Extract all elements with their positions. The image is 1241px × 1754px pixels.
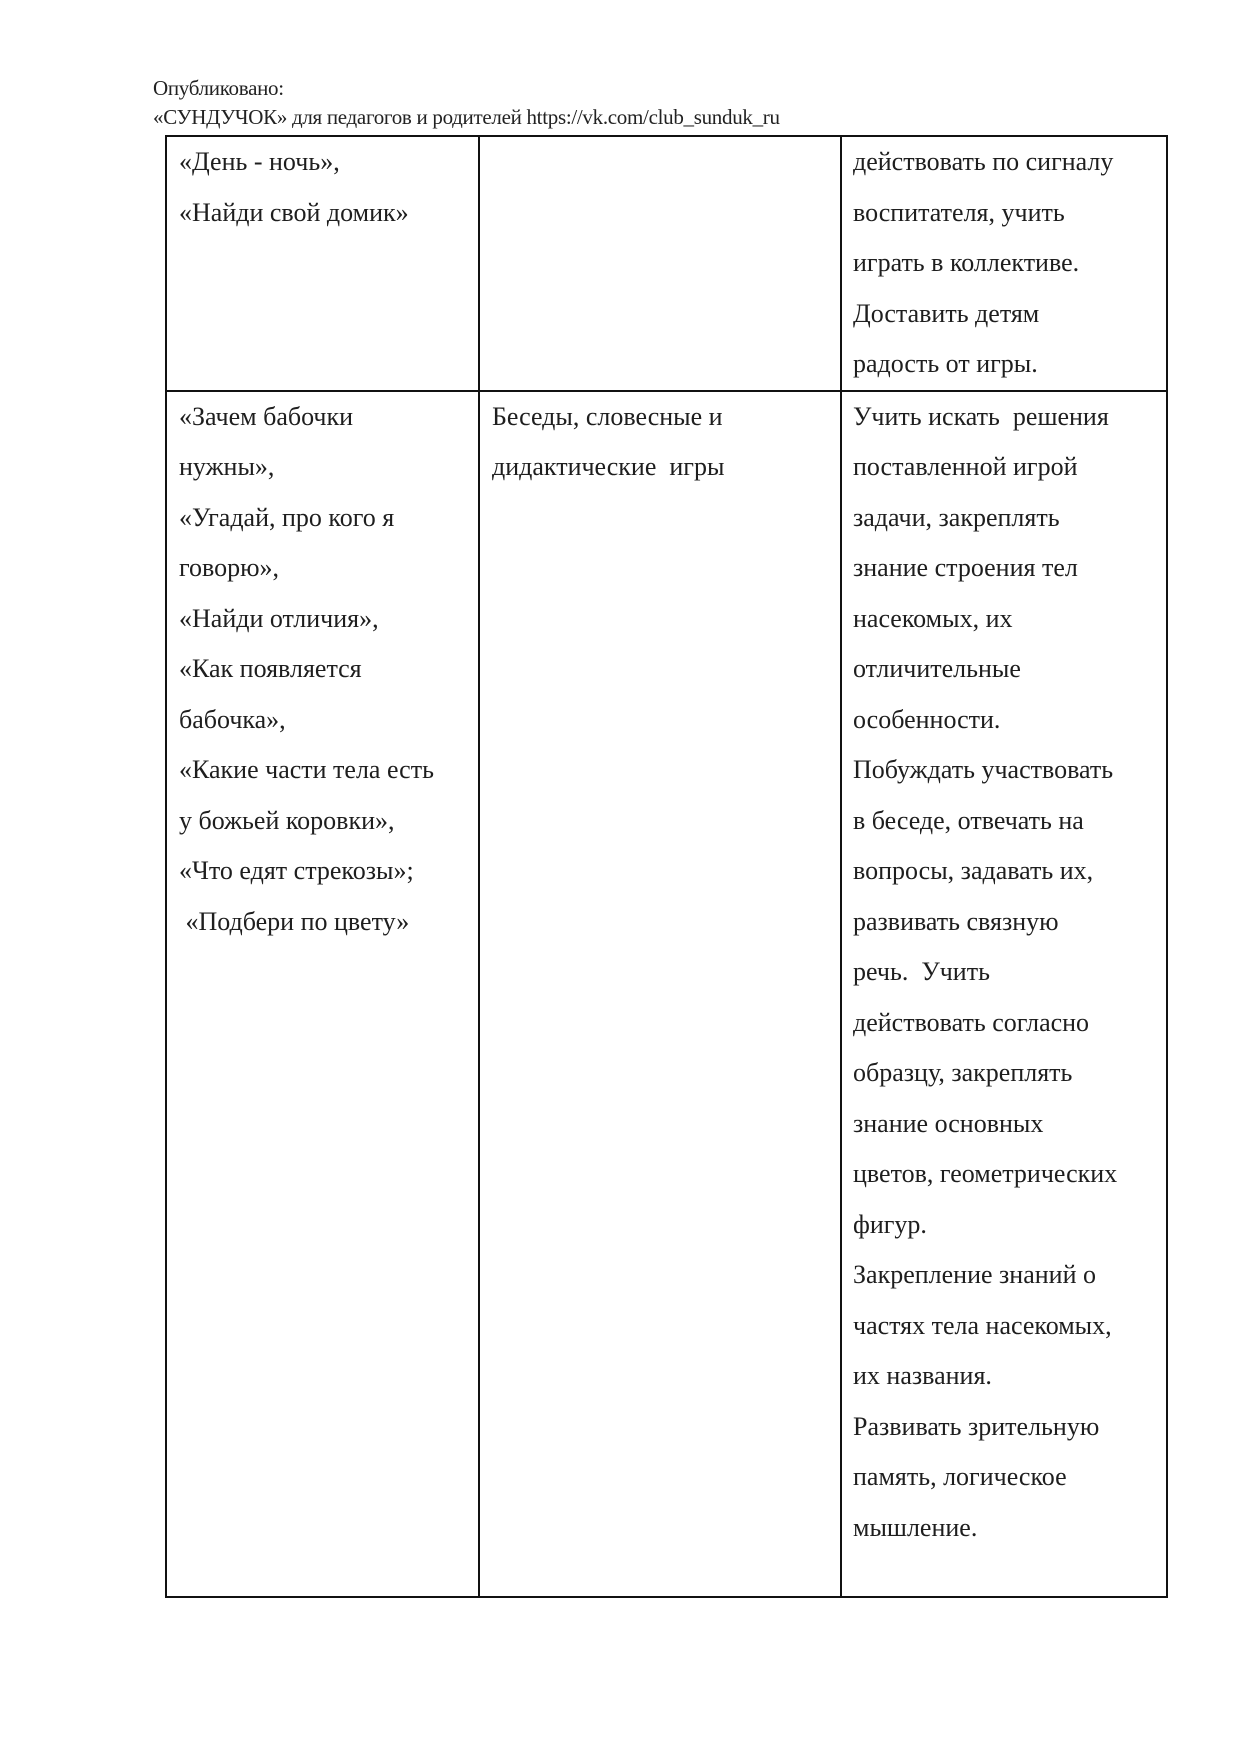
form-cell: [479, 136, 841, 391]
cell-line: действовать согласно: [853, 1007, 1090, 1037]
cell-line: частях тела насекомых,: [853, 1310, 1112, 1340]
cell-line: Закрепление знаний о: [853, 1260, 1097, 1289]
cell-line: бабочка»,: [179, 704, 286, 734]
cell-line: поставленной игрой: [853, 452, 1078, 481]
cell-line: радость от игры.: [853, 349, 1038, 378]
cell-line: «Найди свой домик»: [179, 197, 409, 227]
cell-line: знание строения тел: [853, 553, 1078, 582]
form-cell: [479, 391, 841, 1597]
cell-line: особенности.: [853, 704, 1001, 734]
cell-line: у божьей коровки»,: [179, 805, 395, 835]
cell-line: отличительные: [853, 654, 1021, 683]
cell-line: Беседы, словесные и: [492, 401, 723, 431]
cell-line: «Угадай, про кого я: [179, 502, 395, 532]
cell-line: вопросы, задавать их,: [853, 856, 1094, 885]
cell-line: образцу, закреплять: [853, 1058, 1073, 1087]
source-line: «СУНДУЧОК» для педагогов и родителей https://vk.com/club_sunduk_ru: [153, 105, 780, 129]
published-label: Опубликовано:: [153, 76, 284, 100]
cell-line: их названия.: [853, 1361, 992, 1390]
cell-line: речь. Учить: [853, 957, 990, 986]
cell-line: цветов, геометрических: [853, 1159, 1118, 1188]
games-cell: [166, 136, 479, 391]
cell-line: «День - ночь»,: [179, 147, 340, 176]
cell-line: Учить искать решения: [853, 401, 1109, 431]
goals-cell: [841, 136, 1167, 391]
cell-line: говорю»,: [179, 553, 280, 582]
cell-line: Доставить детям: [853, 298, 1040, 328]
cell-line: «Как появляется: [179, 654, 362, 683]
cell-line: в беседе, отвечать на: [853, 805, 1084, 835]
cell-line: «Найди отличия»,: [179, 603, 379, 633]
cell-line: память, логическое: [853, 1462, 1067, 1491]
cell-line: «Подбери по цвету»: [179, 906, 410, 936]
table-row: [166, 391, 1167, 1597]
cell-line: развивать связную: [853, 906, 1059, 936]
cell-line: мышление.: [853, 1512, 978, 1542]
cell-line: задачи, закреплять: [853, 502, 1060, 532]
cell-line: «Какие части тела есть: [179, 755, 434, 784]
cell-line: насекомых, их: [853, 603, 1013, 633]
cell-line: фигур.: [853, 1209, 927, 1239]
cell-line: Побуждать участвовать: [853, 755, 1114, 784]
cell-line: «Что едят стрекозы»;: [179, 856, 414, 885]
publication-header: [153, 74, 780, 132]
cell-line: воспитателя, учить: [853, 197, 1065, 227]
games-table: [165, 135, 1168, 1598]
cell-line: Развивать зрительную: [853, 1411, 1100, 1441]
cell-line: «Зачем бабочки: [179, 401, 354, 431]
cell-line: действовать по сигналу: [853, 147, 1114, 176]
goals-cell: [841, 391, 1167, 1597]
cell-line: знание основных: [853, 1108, 1044, 1138]
table-row: [166, 136, 1167, 391]
cell-line: играть в коллективе.: [853, 248, 1080, 277]
games-cell: [166, 391, 479, 1597]
cell-line: дидактические игры: [492, 452, 725, 481]
cell-line: нужны»,: [179, 452, 275, 481]
